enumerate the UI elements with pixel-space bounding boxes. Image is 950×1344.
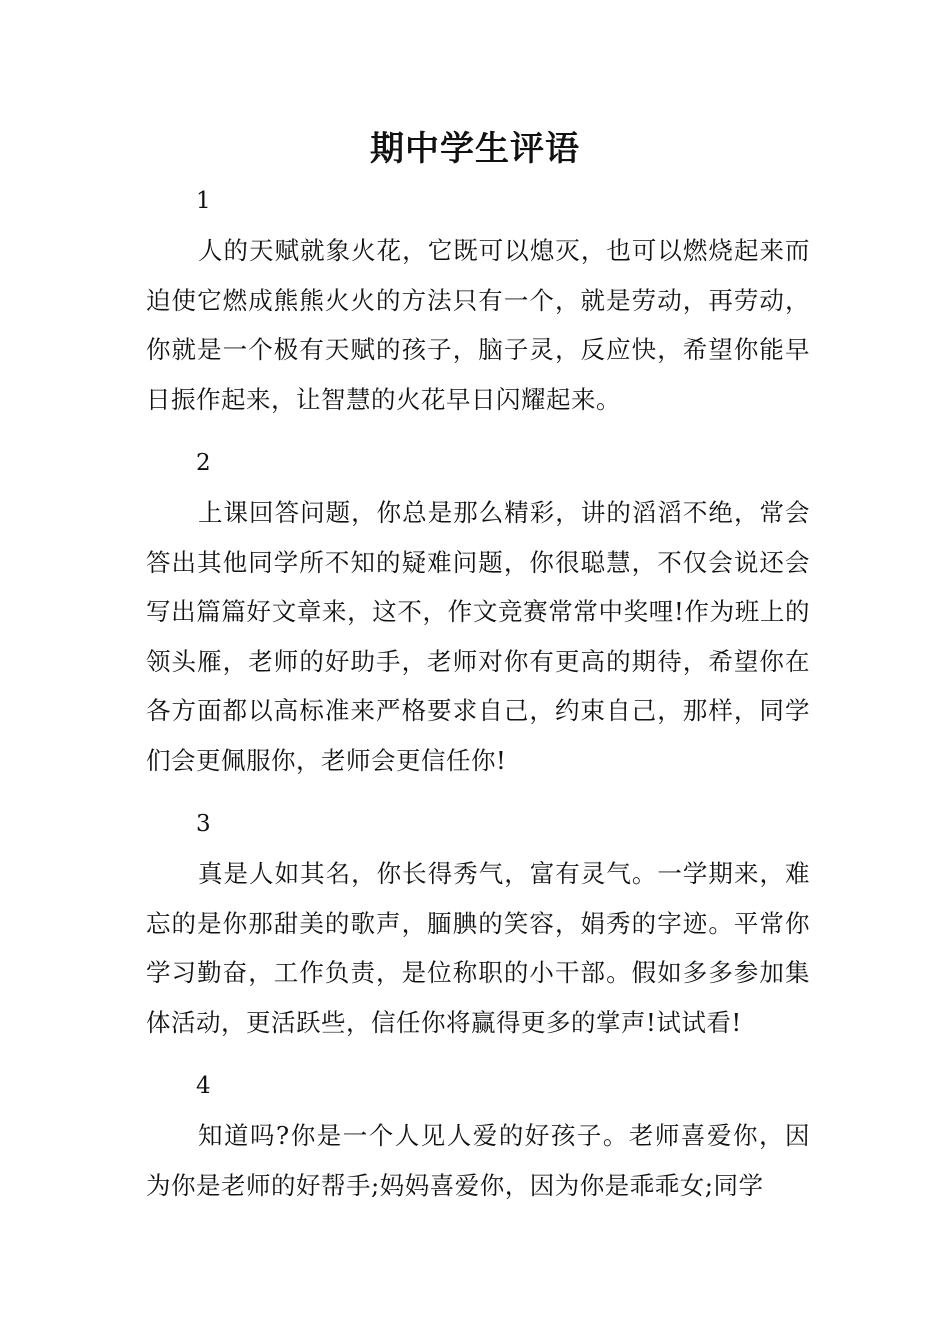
section-number: 3	[196, 811, 211, 837]
comment-paragraph: 上课回答问题，你总是那么精彩，讲的滔滔不绝，常会答出其他同学所不知的疑难问题，你很聪慧，不仅会说还会写出篇篇好文章来，这不，作文竞赛常常中奖哩!作为班上的领头雁，老师的好助手，老师对你有更高的期待，希望你在各方面都以高标准来严格要求自己，约束自己，那样，同学们会更佩服你，老师会更信任你!	[146, 498, 810, 775]
comment-paragraph: 真是人如其名，你长得秀气，富有灵气。一学期来，难忘的是你那甜美的歌声，腼腆的笑容，娟秀的字迹。平常你学习勤奋，工作负责，是位称职的小干部。假如多多参加集体活动，更活跃些，信任你将赢得更多的掌声!试试看!	[146, 859, 810, 1037]
page-title: 期中学生评语	[370, 129, 580, 169]
section-number: 4	[196, 1073, 211, 1099]
section-number: 1	[196, 188, 211, 214]
section-number: 2	[196, 450, 211, 476]
comment-paragraph: 知道吗?你是一个人见人爱的好孩子。老师喜爱你，因为你是老师的好帮手;妈妈喜爱你，因为你是乖乖女;同学	[146, 1121, 810, 1200]
comment-paragraph: 人的天赋就象火花，它既可以熄灭，也可以燃烧起来而迫使它燃成熊熊火火的方法只有一个，就是劳动，再劳动，你就是一个极有天赋的孩子，脑子灵，反应快，希望你能早日振作起来，让智慧的火花早日闪耀起来。	[146, 236, 810, 414]
comment-section	[146, 1061, 810, 1210]
comment-list	[146, 176, 810, 1224]
comment-section	[146, 176, 810, 424]
comment-section	[146, 799, 810, 1047]
comment-section	[146, 438, 810, 785]
